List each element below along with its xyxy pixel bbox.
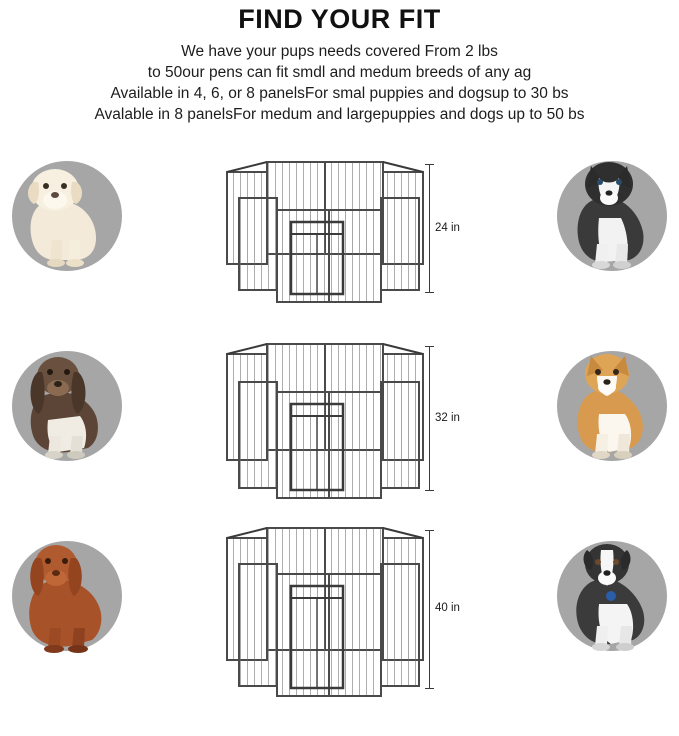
header: [0, 0, 679, 125]
page-title: FIND YOUR FIT: [238, 4, 441, 34]
dimension-cap-bottom: [425, 490, 434, 491]
size-row-40in: [0, 520, 679, 710]
dog-photo-left: [8, 330, 126, 482]
product-size-rows: [0, 140, 679, 710]
husky-puppy-image: [553, 140, 671, 292]
playpen-svg: [205, 140, 455, 330]
dimension-cap-bottom: [425, 688, 434, 689]
playpen-svg: [205, 330, 455, 520]
dimension-cap-top: [425, 530, 434, 531]
dimension-line: [429, 346, 430, 490]
dog-photo-left: [8, 520, 126, 672]
shiba-inu-image: [553, 330, 671, 482]
dog-photo-right: [553, 140, 671, 292]
dog-photo-right: [553, 330, 671, 482]
dog-photo-right: [553, 520, 671, 672]
dog-photo-left: [8, 140, 126, 292]
header-line-2: to 50our pens can fit smdl and medum breeds of any ag: [147, 64, 532, 81]
yellow-labrador-puppy-image: [8, 140, 126, 292]
basset-hound-image: [8, 330, 126, 482]
header-line-1: We have your pups needs covered From 2 lbs: [181, 43, 498, 60]
size-row-24in: [0, 140, 679, 330]
dimension-line: [429, 164, 430, 292]
vizsla-dog-image: [8, 520, 126, 672]
height-label-24in: 24 in: [435, 222, 460, 234]
dimension-line: [429, 530, 430, 688]
dimension-cap-top: [425, 346, 434, 347]
height-label-40in: 40 in: [435, 602, 460, 614]
dimension-cap-top: [425, 164, 434, 165]
playpen-svg: [205, 520, 455, 710]
dog-playpen-illustration-40in: [205, 520, 460, 710]
dimension-cap-bottom: [425, 292, 434, 293]
dog-playpen-illustration-32in: [205, 330, 460, 520]
size-row-32in: [0, 330, 679, 520]
header-line-4: Avalable in 8 panelsFor medum and largepuppies and dogs up to 50 bs: [94, 106, 585, 123]
dog-playpen-illustration-24in: [205, 140, 460, 330]
australian-shepherd-image: [553, 520, 671, 672]
header-line-3: Available in 4, 6, or 8 panelsFor smal puppies and dogsup to 30 bs: [110, 85, 569, 102]
height-label-32in: 32 in: [435, 412, 460, 424]
